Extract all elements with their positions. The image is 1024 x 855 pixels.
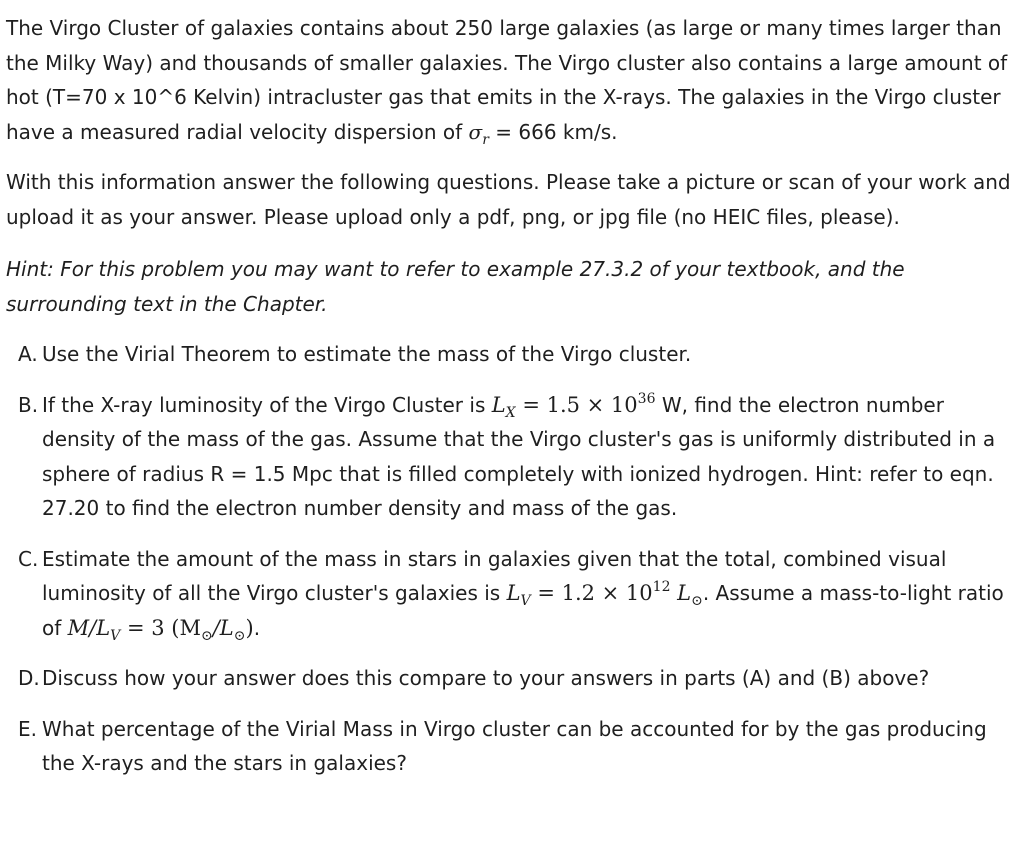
question-text-3: . (253, 615, 261, 640)
hint-paragraph: Hint: For this problem you may want to refer to example 27.3.2 of your textbook, and the surrounding text in the Chapter. (6, 257, 905, 316)
mass-to-light-formula (67, 615, 254, 644)
question-text: What percentage of the Virial Mass in Virgo cluster can be accounted for by the gas producing the X-rays and the stars in galaxies? (42, 716, 987, 775)
math-exponent: 36 (637, 390, 656, 407)
question-marker: C. (18, 546, 39, 571)
math-subscript: X (505, 404, 516, 421)
sigma-subscript: r (482, 131, 489, 148)
math-end: ) (245, 615, 254, 640)
math-unit-subscript: ⊙ (691, 593, 703, 610)
math-value: = 3 (M (120, 615, 201, 640)
math-solar-subscript: ⊙ (200, 627, 213, 644)
math-symbol: L (491, 392, 506, 417)
question-marker: B. (18, 392, 39, 417)
questions-list (0, 337, 1024, 797)
question-c (0, 542, 1024, 646)
question-marker: E. (18, 716, 37, 741)
question-text: Discuss how your answer does this compare to your answers in parts (A) and (B) above? (42, 666, 930, 690)
intro-text-1: The Virgo Cluster of galaxies contains about 250 large galaxies (as large or many times larger than the Milky Way) and thousands of smaller galaxies. The Virgo cluster also contains a large amount of hot (T=70 x 10^6 Kelvin) intracluster gas that emits in the X-rays. The galaxies in the Virgo cluster have a measured radial velocity dispersion of (6, 16, 1008, 144)
intro-text-2: = 666 km/s. (488, 119, 618, 144)
question-text-1: Estimate the amount of the mass in stars in galaxies given that the total, combined visual luminosity of all the Virgo cluster's galaxies is (42, 546, 947, 605)
question-b (0, 388, 1024, 526)
math-solar-subscript: ⊙ (233, 627, 246, 644)
question-d (0, 661, 1024, 696)
math-mid: /L (212, 615, 234, 640)
math-subscript: V (110, 627, 121, 644)
math-value: = 1.5 × 10 (515, 392, 638, 417)
math-ratio: M/L (67, 615, 111, 640)
math-unit: L (670, 581, 692, 605)
math-value: = 1.2 × 10 (530, 581, 653, 605)
question-text-2: W, find the electron number density of the mass of the gas. Assume that the Virgo cluster's gas is uniformly distributed in a sphere of radius R = 1.5 Mpc that is filled completely with ionized hydrogen. Hint: refer to eqn. 27.20 to find the electron number density and mass of the gas. (42, 392, 996, 520)
sigma-symbol: σ (468, 119, 483, 144)
math-subscript: V (520, 593, 531, 610)
question-text-1: If the X-ray luminosity of the Virgo Cluster is (42, 392, 492, 417)
question-text: Use the Virial Theorem to estimate the mass of the Virgo cluster. (42, 342, 692, 366)
math-exponent: 12 (652, 579, 671, 595)
question-a (0, 337, 1024, 372)
question-e (0, 712, 1024, 781)
xray-luminosity-formula (491, 390, 656, 421)
question-marker: A. (18, 342, 38, 366)
intro-paragraph (0, 11, 1024, 149)
question-marker: D. (18, 666, 40, 690)
visual-luminosity-formula (506, 579, 703, 610)
question-text-2: . Assume a mass-to-light ratio of (42, 581, 1004, 640)
instructions-paragraph: With this information answer the following questions. Please take a picture or scan of your work and upload it as your answer. Please upload only a pdf, png, or jpg file (no HEIC files, please). (6, 170, 1011, 229)
math-symbol: L (506, 581, 521, 605)
